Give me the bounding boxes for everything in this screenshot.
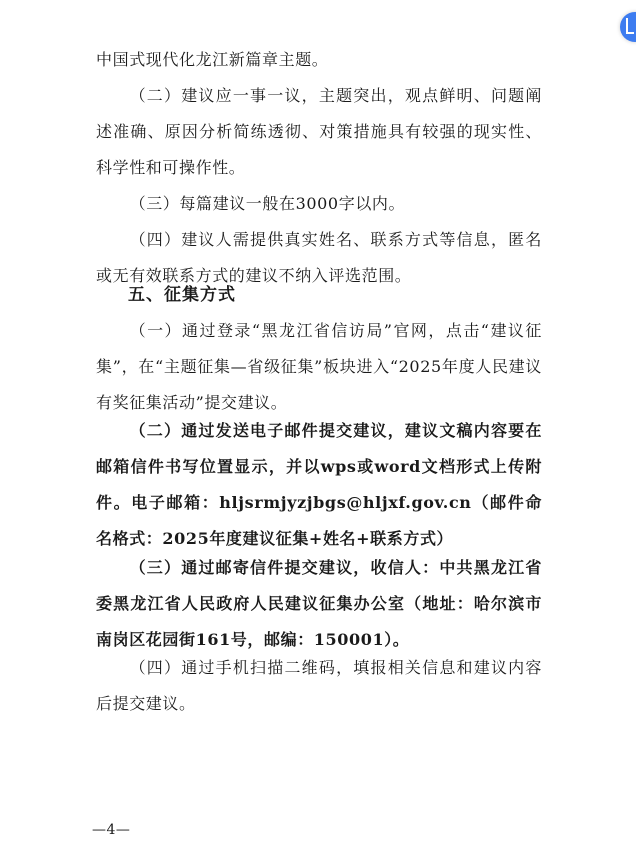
paragraph-theme-end: 中国式现代化龙江新篇章主题。 <box>96 50 329 69</box>
floating-assistant-glyph-icon <box>626 18 634 34</box>
paragraph-requirement-3: （三）每篇建议一般在3000字以内。 <box>129 194 406 213</box>
page-number: —4— <box>92 822 131 838</box>
floating-assistant-icon[interactable] <box>620 12 636 42</box>
section-heading-collection-methods: 五、征集方式 <box>128 285 236 305</box>
paragraph-requirement-2: （二）建议应一事一议，主题突出，观点鲜明、问题阐述准确、原因分析简练透彻、对策措施具有较强的现实性、科学性和可操作性。 <box>96 86 542 177</box>
paragraph-method-1: （一）通过登录“黑龙江省信访局”官网，点击“建议征集”，在“主题征集—省级征集”板块进入“2025年度人民建议有奖征集活动”提交建议。 <box>96 321 542 412</box>
paragraph-method-2: （二）通过发送电子邮件提交建议，建议文稿内容要在邮箱信件书写位置显示，并以wps或word文档形式上传附件。电子邮箱：hljsrmjyzjbgs@hljxf.gov.cn（邮件命名格式：2025年度建议征集+姓名+联系方式） <box>96 421 542 548</box>
paragraph-requirement-4: （四）建议人需提供真实姓名、联系方式等信息，匿名或无有效联系方式的建议不纳入评选范围。 <box>96 230 542 285</box>
paragraph-method-4: （四）通过手机扫描二维码，填报相关信息和建议内容后提交建议。 <box>96 658 542 713</box>
paragraph-method-3: （三）通过邮寄信件提交建议，收信人：中共黑龙江省委黑龙江省人民政府人民建议征集办公室（地址：哈尔滨市南岗区花园街161号，邮编：150001）。 <box>96 558 542 649</box>
